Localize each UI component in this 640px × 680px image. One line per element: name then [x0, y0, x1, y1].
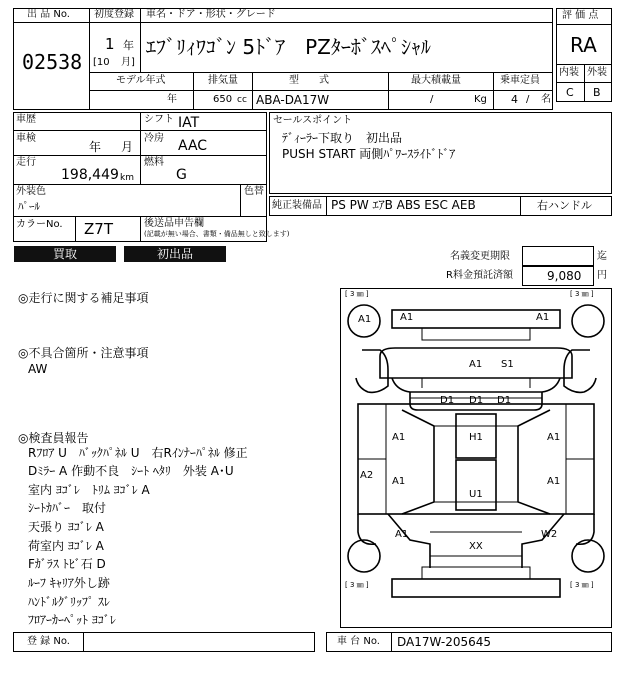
inspector-line: Fｶﾞﾗｽ ﾄﾋﾞ石 D: [28, 557, 106, 571]
damage-code: D1: [497, 395, 512, 406]
driving-notes-title: ◎走行に関する補足事項: [18, 291, 149, 305]
diagram-bracket-top-right: [ 3 ㎜ ]: [570, 290, 594, 298]
damage-code: H1: [469, 432, 483, 443]
fuel-label: 燃料: [144, 157, 164, 168]
aftermarket-label: 後送品申告欄: [144, 218, 204, 229]
damage-code: A1: [392, 432, 406, 443]
exterior-label: 外装: [587, 67, 607, 78]
damage-code: A2: [360, 470, 374, 481]
diagram-bracket-bottom-left: [ 3 ㎜ ]: [345, 581, 369, 589]
damage-code: A1: [392, 476, 406, 487]
month-unit: 月]: [121, 57, 135, 68]
damage-code: U1: [469, 489, 483, 500]
damage-code: XX: [469, 541, 483, 552]
capacity-slash: /: [526, 94, 530, 105]
chassis-label: 車 台 No.: [337, 636, 380, 647]
capacity-value: 4: [511, 93, 518, 106]
shift-label: シフト: [144, 114, 174, 125]
inspector-line: 荷室内 ﾖｺﾞﾚ A: [28, 539, 104, 553]
type-label: 型 式: [289, 75, 329, 86]
damage-code: A1: [358, 314, 372, 325]
shaken-month-unit: 月: [121, 140, 134, 154]
mileage-label: 走行: [16, 157, 36, 168]
first-reg-label: 初度登録: [94, 9, 134, 20]
damage-code: A1: [400, 312, 414, 323]
inspector-line: 天張り ﾖｺﾞﾚ A: [28, 520, 104, 534]
color-change-label: 色替: [244, 186, 264, 197]
shaken-year-unit: 年: [89, 140, 102, 154]
displacement-unit: cc: [237, 95, 247, 105]
inspector-line: Rﾌﾛｱ U ﾊﾞｯｸﾊﾟﾈﾙ U 右Rｲﾝﾅｰﾊﾟﾈﾙ 修正: [28, 446, 248, 460]
car-diagram: [340, 288, 612, 628]
inspector-line: ｼｰﾄｶﾊﾞｰ 取付: [28, 501, 107, 515]
name-change-unit: 迄: [597, 251, 607, 262]
damage-code: S1: [501, 359, 514, 370]
defects-value: AW: [28, 362, 48, 376]
diagram-bracket-top-left: [ 3 ㎜ ]: [345, 290, 369, 298]
damage-code: A1: [469, 359, 483, 370]
capacity-label: 乗車定員: [500, 75, 540, 86]
exterior-grade: B: [593, 86, 601, 99]
reg-no-label: 登 録 No.: [27, 636, 70, 647]
max-load-label: 最大積載量: [411, 75, 461, 86]
rating-label: 評 価 点: [562, 10, 599, 21]
ac-value: AAC: [178, 138, 208, 154]
damage-code: A1: [395, 529, 409, 540]
capacity-unit: 名: [541, 94, 551, 105]
lot-no: 02538: [22, 50, 83, 74]
year-unit: 年: [123, 39, 134, 52]
max-load-unit: Kg: [474, 94, 487, 105]
sales-point-label: セールスポイント: [273, 115, 353, 126]
interior-grade: C: [566, 86, 574, 99]
type-value: ABA-DA17W: [256, 93, 330, 107]
recycle-label: R料金預託済額: [446, 270, 513, 281]
color-no-value: Z7T: [84, 220, 113, 238]
damage-code: A1: [547, 476, 561, 487]
color-no-label: カラーNo.: [16, 219, 63, 230]
inspector-title: ◎検査員報告: [18, 431, 89, 445]
first-reg-month: [10: [93, 57, 110, 68]
displacement-label: 排気量: [208, 75, 238, 86]
history-label: 車歴: [16, 114, 36, 125]
name-change-field: [522, 246, 594, 266]
steering-value: 右ハンドル: [537, 199, 592, 212]
defects-title: ◎不具合箇所・注意事項: [18, 346, 149, 360]
aftermarket-note: (記載が無い場合、書類・備品無しと致します): [144, 230, 290, 238]
mileage-unit: km: [120, 173, 134, 183]
name-change-label: 名義変更期限: [450, 251, 510, 262]
fuel-value: G: [176, 167, 187, 183]
sales-point-line-1: ﾃﾞｨｰﾗｰ下取り 初出品: [282, 131, 403, 145]
first-reg-year: 1: [105, 35, 115, 53]
equipment-label: 純正装備品: [272, 200, 322, 211]
damage-code: W2: [541, 529, 558, 540]
damage-code: A1: [536, 312, 550, 323]
inspector-line: 室内 ﾖｺﾞﾚ ﾄﾘﾑ ﾖｺﾞﾚ A: [28, 483, 150, 497]
shaken-label: 車検: [16, 133, 36, 144]
inspector-line: ﾌﾛｱｰｶｰﾍﾟｯﾄ ﾖｺﾞﾚ: [28, 613, 116, 627]
max-load-slash: /: [430, 94, 434, 105]
shift-value: IAT: [178, 115, 200, 131]
displacement-value: 650: [213, 94, 233, 105]
first-listing-button[interactable]: 初出品: [124, 246, 226, 262]
inspector-line: ﾙｰﾌ ｷｬﾘｱ外し跡: [28, 576, 110, 590]
car-name-label: 車名・ドア・形状・グレード: [146, 9, 276, 20]
equipment-value: PS PW ｴｱB ABS ESC AEB: [331, 198, 476, 212]
inspector-line: Dﾐﾗｰ A 作動不良 ｼｰﾄ ﾍﾀﾘ 外装 A･U: [28, 464, 234, 478]
inspector-line: ﾊﾝﾄﾞﾙｸﾞﾘｯﾌﾟ ｽﾚ: [28, 595, 110, 609]
ac-label: 冷房: [144, 133, 164, 144]
damage-code: A1: [547, 432, 561, 443]
lot-no-label: 出 品 No.: [27, 9, 70, 20]
rating-value: RA: [570, 33, 597, 57]
purchase-button[interactable]: 買取: [14, 246, 116, 262]
exterior-color-value: ﾊﾟｰﾙ: [18, 200, 40, 213]
exterior-color-label: 外装色: [16, 186, 46, 197]
diagram-bracket-bottom-right: [ 3 ㎜ ]: [570, 581, 594, 589]
car-name: ｴﾌﾞﾘｨﾜｺﾞﾝ 5ﾄﾞｱ PZﾀｰﾎﾞｽﾍﾟｼｬﾙ: [146, 35, 431, 59]
damage-code: D1: [469, 395, 484, 406]
sales-point-line-2: PUSH START 両側ﾊﾟﾜｰｽﾗｲﾄﾞﾄﾞｱ: [282, 147, 456, 161]
model-year-label: モデル年式: [116, 75, 166, 86]
recycle-unit: 円: [597, 270, 607, 281]
model-year-unit: 年: [167, 94, 177, 105]
chassis-value: DA17W-205645: [397, 635, 492, 649]
recycle-amount: 9,080: [547, 269, 582, 283]
damage-code: D1: [440, 395, 455, 406]
mileage-value: 198,449: [61, 167, 119, 183]
interior-label: 内装: [559, 67, 579, 78]
